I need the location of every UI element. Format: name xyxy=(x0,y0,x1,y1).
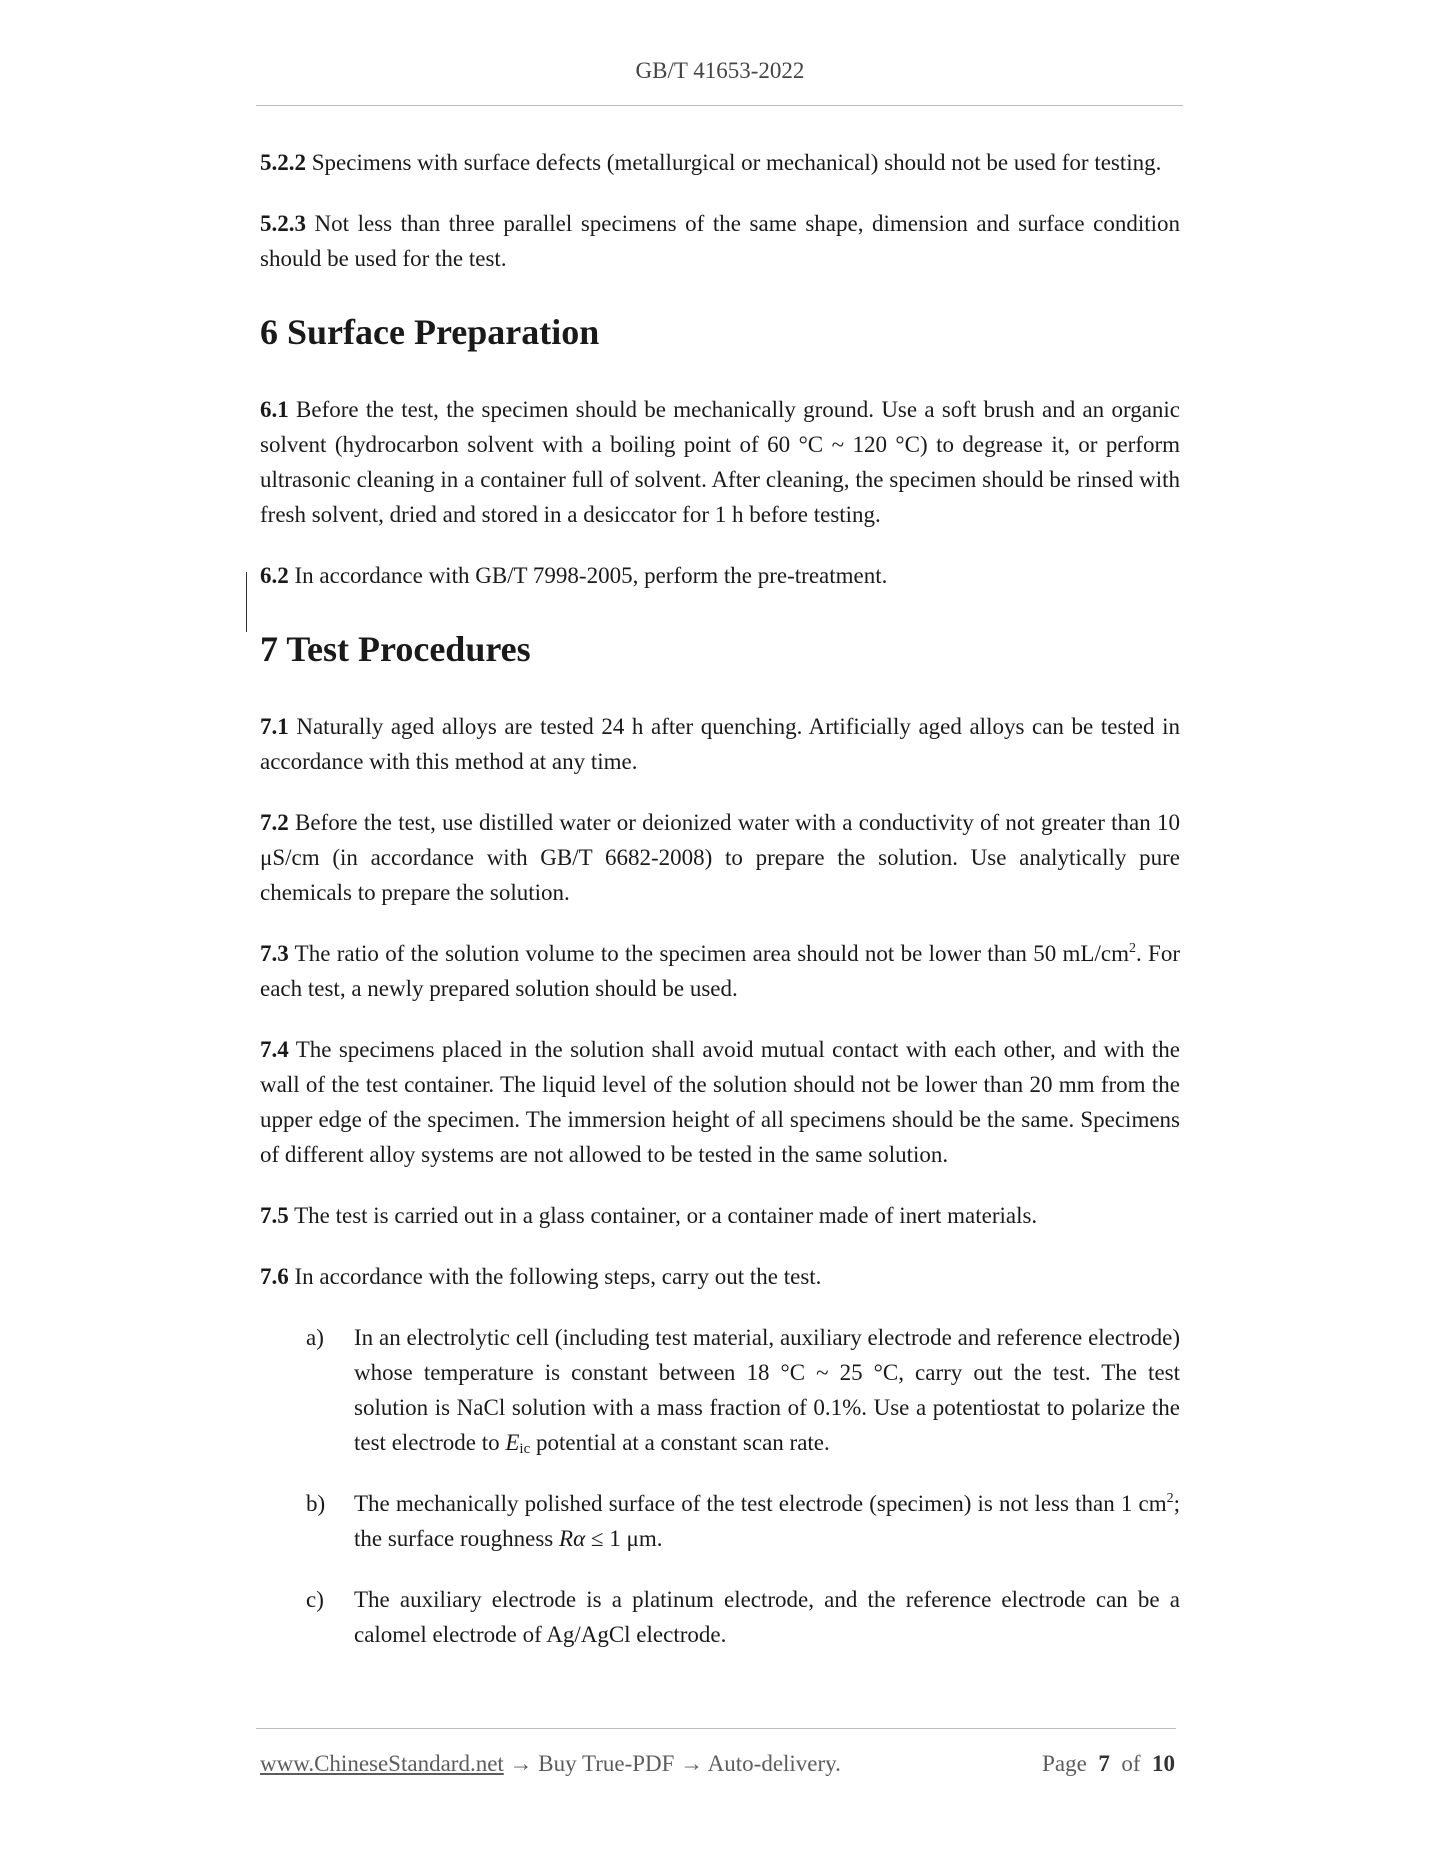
page-number: 7 xyxy=(1098,1751,1110,1776)
clause-7-1 xyxy=(260,709,1180,779)
clause-text: Naturally aged alloys are tested 24 h after quenching. Artificially aged alloys can be tested in accordance with this method at any time. xyxy=(260,714,1180,774)
header-divider xyxy=(256,105,1183,106)
clause-7-6 xyxy=(260,1259,1180,1294)
clause-number: 6.1 xyxy=(260,397,289,422)
clause-number: 7.5 xyxy=(260,1203,289,1228)
list-item xyxy=(260,1582,1180,1652)
superscript: 2 xyxy=(1166,1491,1174,1506)
footer-divider xyxy=(256,1728,1176,1729)
section-heading-6: 6 Surface Preparation xyxy=(260,312,600,352)
list-text: The auxiliary electrode is a platinum electrode, and the reference electrode can be a calomel electrode of Ag/AgCl electrode. xyxy=(354,1587,1180,1647)
clause-6-2 xyxy=(260,558,1180,593)
clause-number: 7.4 xyxy=(260,1037,289,1062)
clause-number: 7.6 xyxy=(260,1264,289,1289)
clause-text: In accordance with the following steps, carry out the test. xyxy=(288,1264,822,1289)
list-text: In an electrolytic cell (including test material, auxiliary electrode and reference electrode) whose temperature is constant between 18 °C ~ 25 °C, carry out the test. The test solution is NaCl solution with a mass fraction of 0.1%. Use a potentiostat to polarize the test electrode to xyxy=(354,1325,1180,1455)
list-text-cont: ; the surface roughness xyxy=(354,1491,1180,1551)
clause-5-2-2 xyxy=(260,145,1180,180)
page-word: Page xyxy=(1042,1751,1087,1776)
list-item xyxy=(260,1486,1180,1556)
clause-text: Not less than three parallel specimens of the same shape, dimension and surface condition should be used for the test. xyxy=(260,211,1180,271)
variable: E xyxy=(505,1430,520,1455)
clause-7-4 xyxy=(260,1032,1180,1172)
clause-text: In accordance with GB/T 7998-2005, perform the pre-treatment. xyxy=(288,563,888,588)
section-heading-7: 7 Test Procedures xyxy=(260,629,531,669)
clause-6-1 xyxy=(260,392,1180,532)
clause-text-cont: . For each test, a newly prepared solution should be used. xyxy=(260,941,1181,1001)
page-header: GB/T 41653-2022 xyxy=(635,58,805,83)
clause-number: 5.2.3 xyxy=(260,211,306,236)
list-text-end: ≤ 1 μm. xyxy=(585,1526,663,1551)
list-marker: a) xyxy=(306,1325,324,1350)
change-marker xyxy=(246,572,247,632)
site-link[interactable]: www.ChineseStandard.net xyxy=(260,1751,504,1776)
clause-text: Before the test, use distilled water or deionized water with a conductivity of not greater than 10 μS/cm (in accordance with GB/T 6682-2008) to prepare the solution. Use analytically pure chemicals to prepare the solution. xyxy=(260,810,1180,905)
page-total: 10 xyxy=(1152,1751,1175,1776)
clause-7-3 xyxy=(260,936,1180,1006)
list-text: The mechanically polished surface of the test electrode (specimen) is not less than 1 cm xyxy=(354,1491,1167,1516)
list-text-cont: potential at a constant scan rate. xyxy=(530,1430,830,1455)
subscript: ic xyxy=(519,1441,531,1457)
clause-text: Specimens with surface defects (metallurgical or mechanical) should not be used for testing. xyxy=(306,150,1162,175)
clause-number: 6.2 xyxy=(260,563,289,588)
clause-text: The specimens placed in the solution shall avoid mutual contact with each other, and with the wall of the test container. The liquid level of the solution should not be lower than 20 mm from the upper edge of the specimen. The immersion height of all specimens should be the same. Specimens of different alloy systems are not allowed to be tested in the same solution. xyxy=(260,1037,1180,1167)
procedure-steps xyxy=(260,1320,1180,1652)
page-indicator xyxy=(1042,1751,1175,1777)
clause-text: The ratio of the solution volume to the specimen area should not be lower than 50 mL/cm xyxy=(288,941,1129,966)
list-item xyxy=(260,1320,1180,1460)
of-word: of xyxy=(1121,1751,1141,1776)
footer-links-text: → Buy True-PDF → Auto-delivery. xyxy=(503,1751,841,1776)
clause-number: 5.2.2 xyxy=(260,150,306,175)
variable: Rα xyxy=(559,1526,586,1551)
list-marker: c) xyxy=(306,1587,324,1612)
superscript: 2 xyxy=(1128,941,1136,956)
clause-7-2 xyxy=(260,805,1180,910)
clause-7-5 xyxy=(260,1198,1180,1233)
clause-number: 7.3 xyxy=(260,941,289,966)
clause-5-2-3 xyxy=(260,206,1180,276)
document-body xyxy=(260,145,1180,1678)
clause-number: 7.2 xyxy=(260,810,289,835)
clause-text: Before the test, the specimen should be mechanically ground. Use a soft brush and an organic solvent (hydrocarbon solvent with a boiling point of 60 °C ~ 120 °C) to degrease it, or perform ultrasonic cleaning in a container full of solvent. After cleaning, the specimen should be rinsed with fresh solvent, dried and stored in a desiccator for 1 h before testing. xyxy=(260,397,1180,527)
list-marker: b) xyxy=(306,1491,326,1516)
clause-number: 7.1 xyxy=(260,714,289,739)
clause-text: The test is carried out in a glass container, or a container made of inert materials. xyxy=(288,1203,1038,1228)
page-footer xyxy=(260,1751,1175,1777)
